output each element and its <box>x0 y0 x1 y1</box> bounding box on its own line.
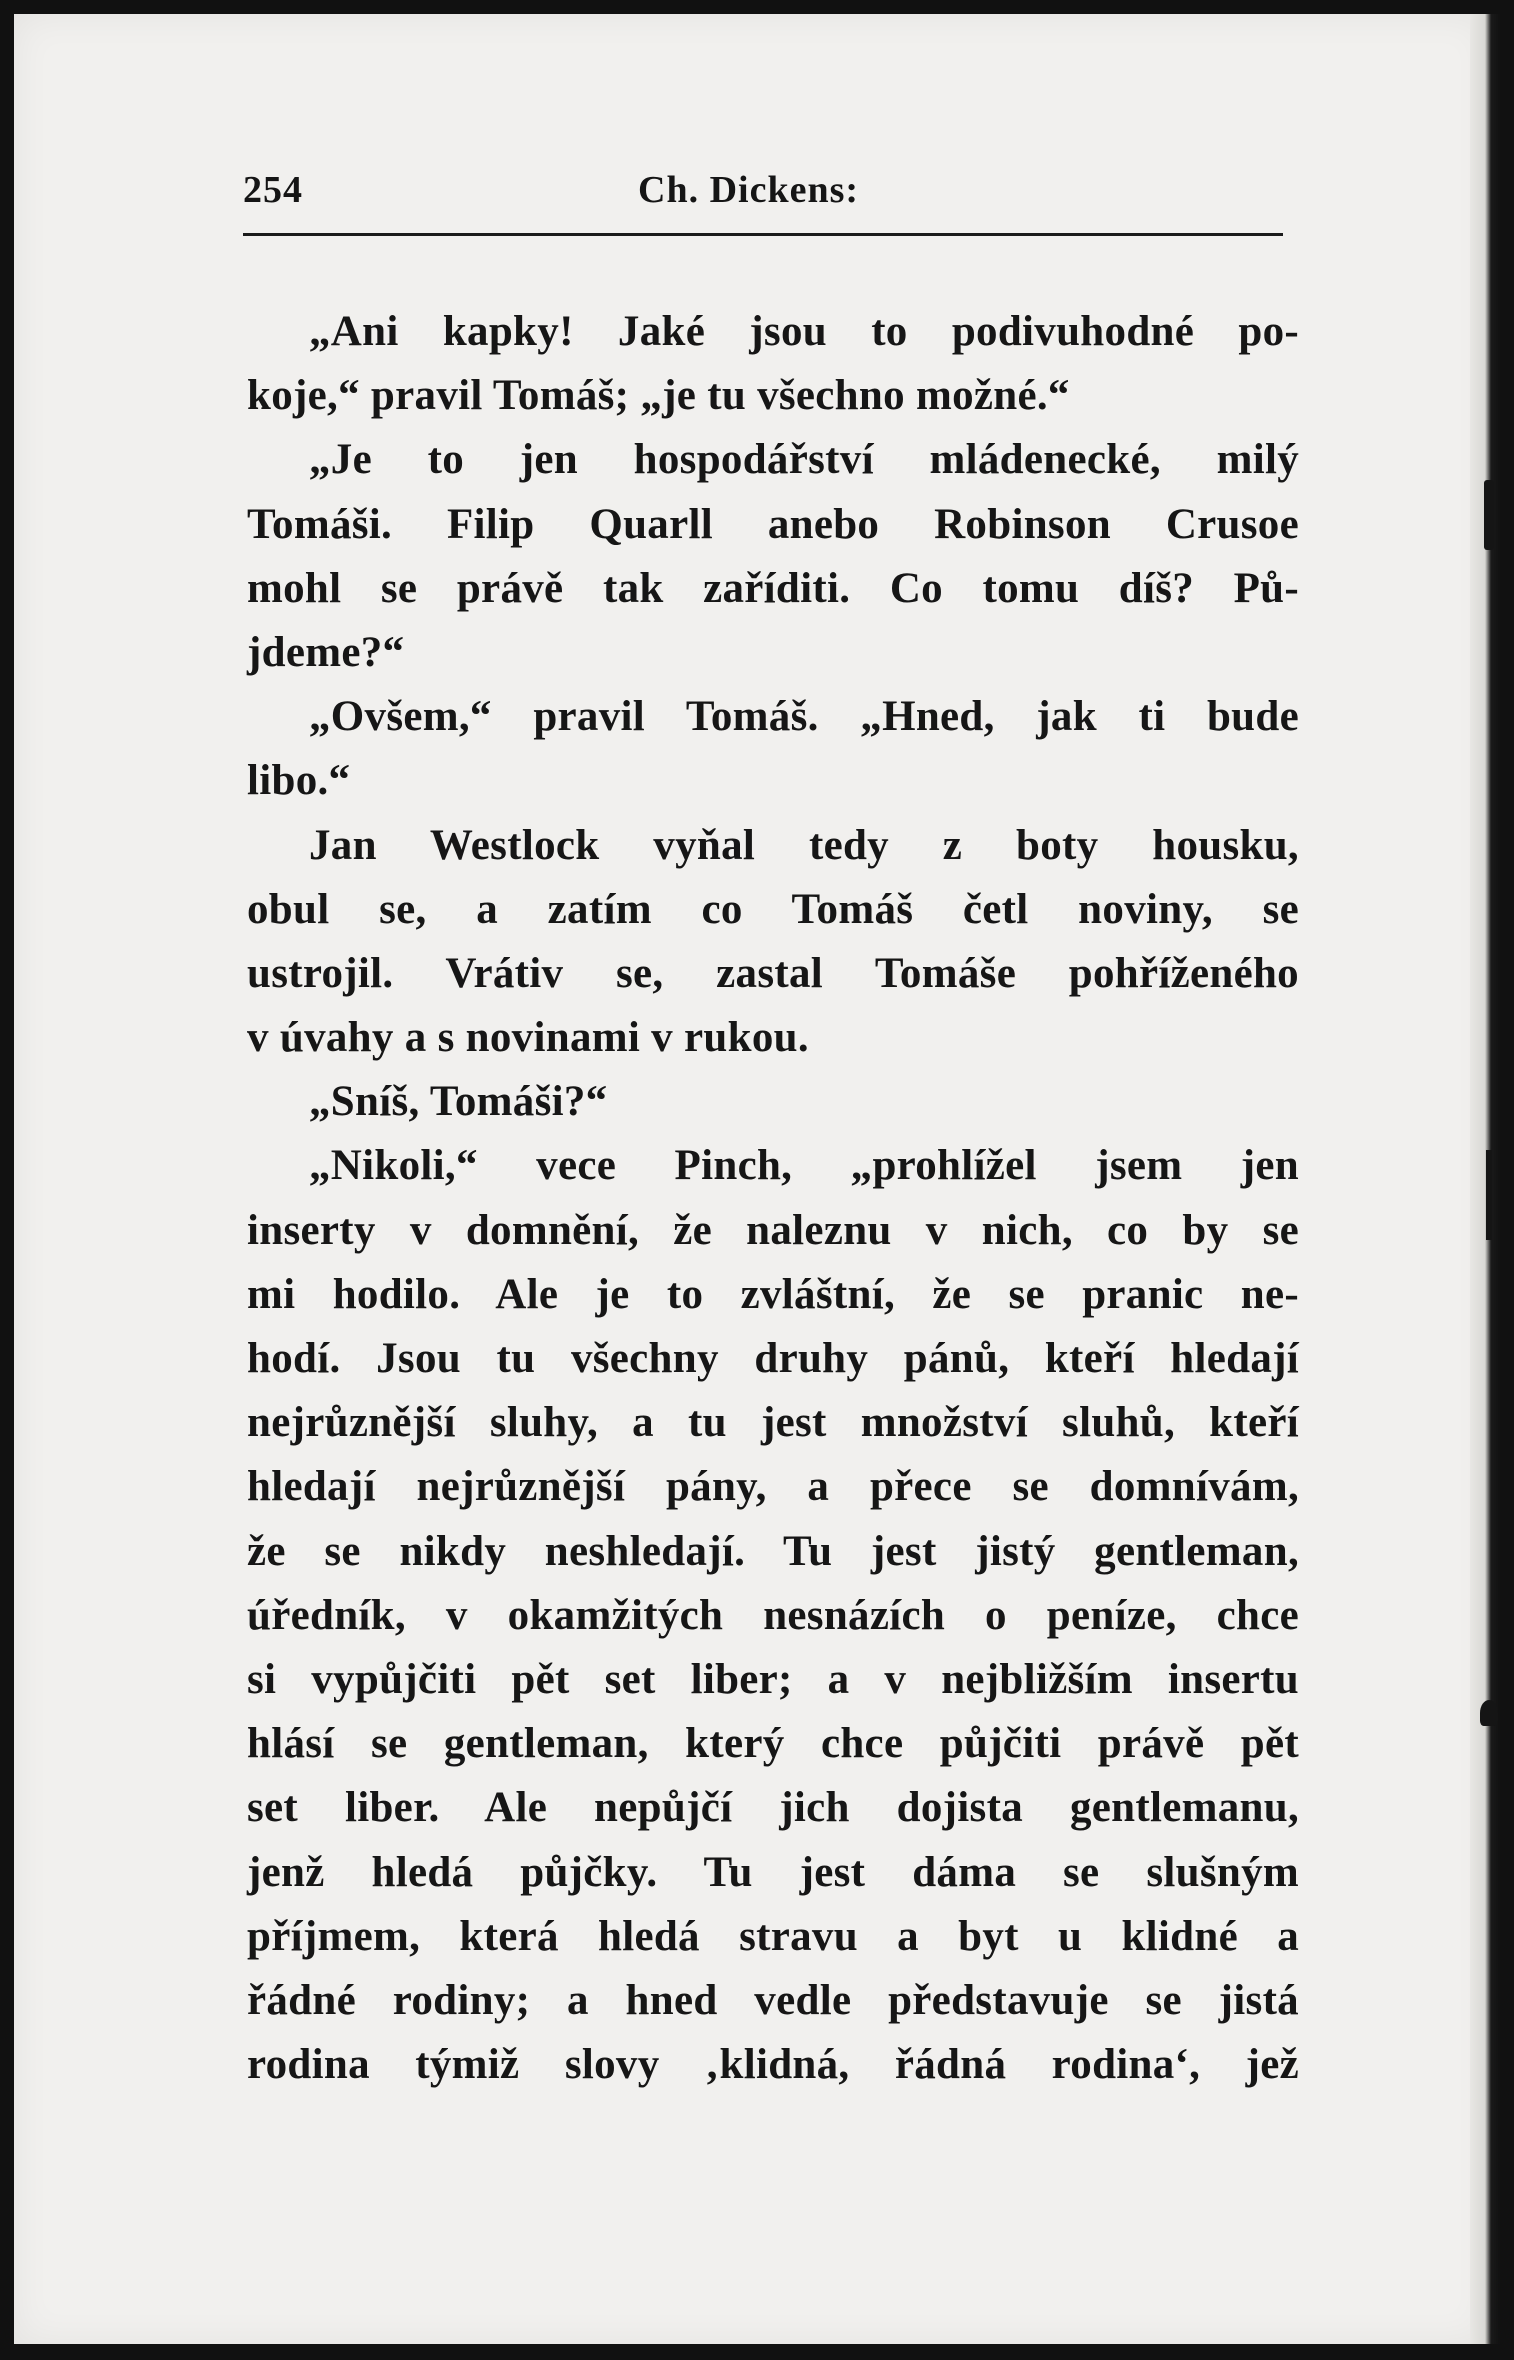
text-line: set liber. Ale nepůjčí jich dojista gentlemanu, <box>247 1784 1299 1832</box>
text-line: Tomáši. Filip Quarll anebo Robinson Crusoe <box>247 500 1299 548</box>
text-line: „Sníš, Tomáši?“ <box>309 1078 608 1126</box>
text-line: „Ovšem,“ pravil Tomáš. „Hned, jak ti bude <box>309 693 1299 741</box>
page-number: 254 <box>243 169 303 211</box>
text-line: hodí. Jsou tu všechny druhy pánů, kteří hledají <box>247 1335 1299 1382</box>
page-header <box>243 168 1283 224</box>
text-line: obul se, a zatím co Tomáš četl noviny, se <box>247 885 1299 933</box>
text-line: řádné rodiny; a hned vedle představuje se jistá <box>247 1976 1299 2024</box>
text-line: koje,“ pravil Tomáš; „je tu všechno možné.“ <box>247 372 1070 420</box>
text-line: mi hodilo. Ale je to zvláštní, že se pranic ne- <box>247 1270 1299 1318</box>
text-line: Jan Westlock vyňal tedy z boty housku, <box>309 821 1299 869</box>
body-text <box>247 300 1299 2100</box>
text-line: „Ani kapky! Jaké jsou to podivuhodné po- <box>309 308 1299 355</box>
text-line: že se nikdy neshledají. Tu jest jistý gentleman, <box>247 1527 1299 1575</box>
text-line: příjmem, která hledá stravu a byt u klidné a <box>247 1912 1299 1960</box>
text-line: „Nikoli,“ vece Pinch, „prohlížel jsem jen <box>309 1142 1299 1190</box>
page-edge <box>1470 14 1500 2344</box>
text-line: ustrojil. Vrátiv se, zastal Tomáše pohříženého <box>247 949 1299 997</box>
text-line: si vypůjčiti pět set liber; a v nejbližším insertu <box>247 1655 1299 1703</box>
header-rule <box>243 233 1283 236</box>
text-line: hledají nejrůznější pány, a přece se domnívám, <box>247 1463 1299 1511</box>
text-line: rodina týmiž slovy ‚klidná, řádná rodina‘, jež <box>247 2041 1299 2089</box>
text-line: mohl se právě tak zaříditi. Co tomu díš? Pů- <box>247 564 1299 612</box>
text-line: inserty v domnění, že naleznu v nich, co by se <box>247 1206 1299 1254</box>
text-line: nejrůznější sluhy, a tu jest množství sluhů, kteří <box>247 1399 1299 1447</box>
text-line: v úvahy a s novinami v rukou. <box>247 1014 809 1062</box>
edge-shadow-mark <box>1480 1700 1498 1726</box>
text-line: hlásí se gentleman, který chce půjčiti právě pět <box>247 1720 1299 1768</box>
text-line: libo.“ <box>247 757 351 805</box>
running-head: Ch. Dickens: <box>638 169 860 211</box>
text-line: jdeme?“ <box>247 628 405 676</box>
text-line: jenž hledá půjčky. Tu jest dáma se slušným <box>247 1848 1299 1896</box>
edge-shadow-mark <box>1486 1150 1492 1240</box>
edge-shadow-mark <box>1484 480 1494 550</box>
text-line: „Je to jen hospodářství mládenecké, milý <box>309 436 1299 484</box>
text-line: úředník, v okamžitých nesnázích o peníze, chce <box>247 1591 1299 1639</box>
